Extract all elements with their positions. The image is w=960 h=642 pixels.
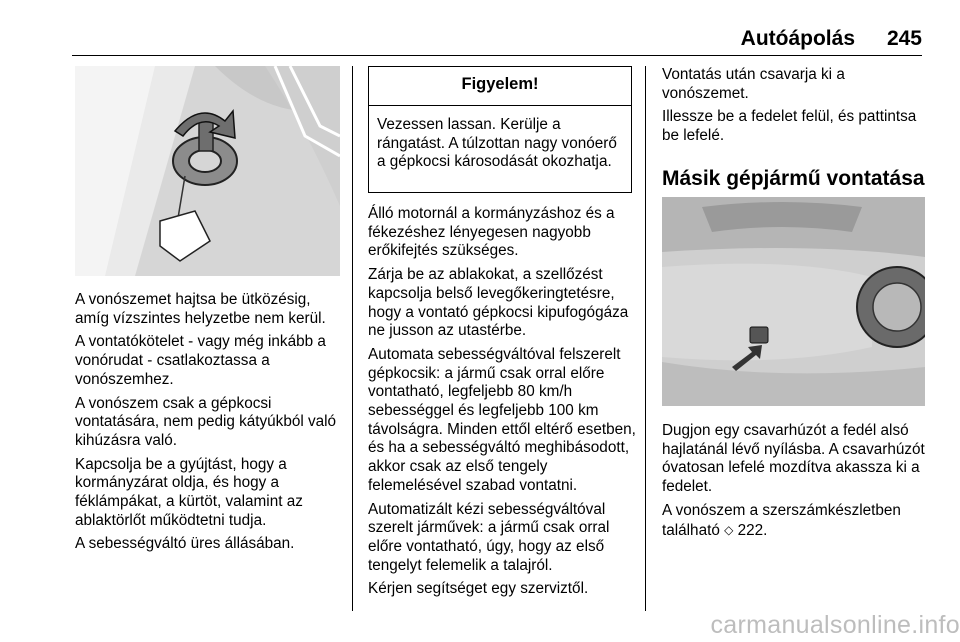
column-2-text xyxy=(368,205,640,604)
paragraph: Kérjen segítséget egy szerviztől. xyxy=(368,580,589,598)
column-divider-1 xyxy=(352,66,353,611)
column-divider-2 xyxy=(645,66,646,611)
paragraph: A sebességváltó üres állásában. xyxy=(75,535,295,553)
page-number: 245 xyxy=(886,27,922,50)
paragraph: Automatizált kézi sebességváltóval szerelt járművek: a jármű csak orral előre vontatható, úgy, hogy az első tengelyt felemelik a talajról. xyxy=(368,500,610,574)
paragraph: A vonószem csak a gépkocsi vontatására, nem pedig kátyúkból való kihúzásra való. xyxy=(75,394,337,449)
watermark: carmanualsonline.info xyxy=(710,611,960,639)
paragraph: Vontatás után csavarja ki a vonószemet. xyxy=(662,66,845,102)
cross-reference xyxy=(662,502,927,540)
page-title: Autóápolás xyxy=(740,27,855,50)
section-heading: Másik gépjármű vontatása xyxy=(662,166,925,190)
warning-text: Vezessen lassan. Kerülje a rángatást. A túlzottan nagy vonóerő a gépkocsi károsodását okozhatja. xyxy=(377,116,617,171)
reference-text: A vonószem a szerszámkészletben található xyxy=(662,501,901,539)
warning-rule xyxy=(369,105,631,106)
paragraph: Álló motornál a kormányzáshoz és a fékezéshez lényegesen nagyobb erőkifejtés szükséges. xyxy=(368,205,615,260)
paragraph: A vonószemet hajtsa be ütközésig, amíg vízszintes helyzetbe nem kerül. xyxy=(75,291,326,327)
page-header xyxy=(0,24,960,54)
column-1-text xyxy=(75,291,347,559)
paragraph: Zárja be az ablakokat, a szellőzést kapcsolja belső levegőkeringtetésre, hogy a vontató gépkocsi kipufogógáza ne jusson az utastérbe. xyxy=(368,266,629,340)
paragraph: Illessze be a fedelet felül, és pattintsa be lefelé. xyxy=(662,108,917,145)
paragraph: Automata sebességváltóval felszerelt gépkocsik: a jármű csak orral előre vontatható, legfeljebb 80 km/h sebességgel és legfeljebb 100 km távolságra. Minden ettől eltérő esetben, és ha a sebességváltó meghibásodott, akkor csak az első tengely felemelésével szabad vontatni. xyxy=(368,345,636,494)
warning-title: Figyelem! xyxy=(461,75,539,93)
tow-eye-cover-illustration xyxy=(75,66,340,276)
column-3-bottom-text xyxy=(662,422,927,545)
column-3-text xyxy=(662,66,927,192)
header-rule xyxy=(72,55,922,56)
car-rear-tow-eye-illustration xyxy=(662,197,925,406)
reference-arrow-icon: ◇ xyxy=(724,522,734,537)
warning-box xyxy=(368,66,632,193)
reference-page: 222. xyxy=(737,521,768,539)
paragraph: Kapcsolja be a gyújtást, hogy a kormányzárat oldja, és hogy a féklámpákat, a kürtöt, valamint az ablaktörlőt működtetni tudja. xyxy=(75,455,303,529)
paragraph: Dugjon egy csavarhúzót a fedél alsó hajlatánál lévő nyílásba. A csavarhúzót óvatosan lefelé mozdítva akassza ki a fedelet. xyxy=(662,422,925,496)
paragraph: A vontatókötelet - vagy még inkább a vonórudat - csatlakoztassa a vonószemhez. xyxy=(75,333,326,388)
